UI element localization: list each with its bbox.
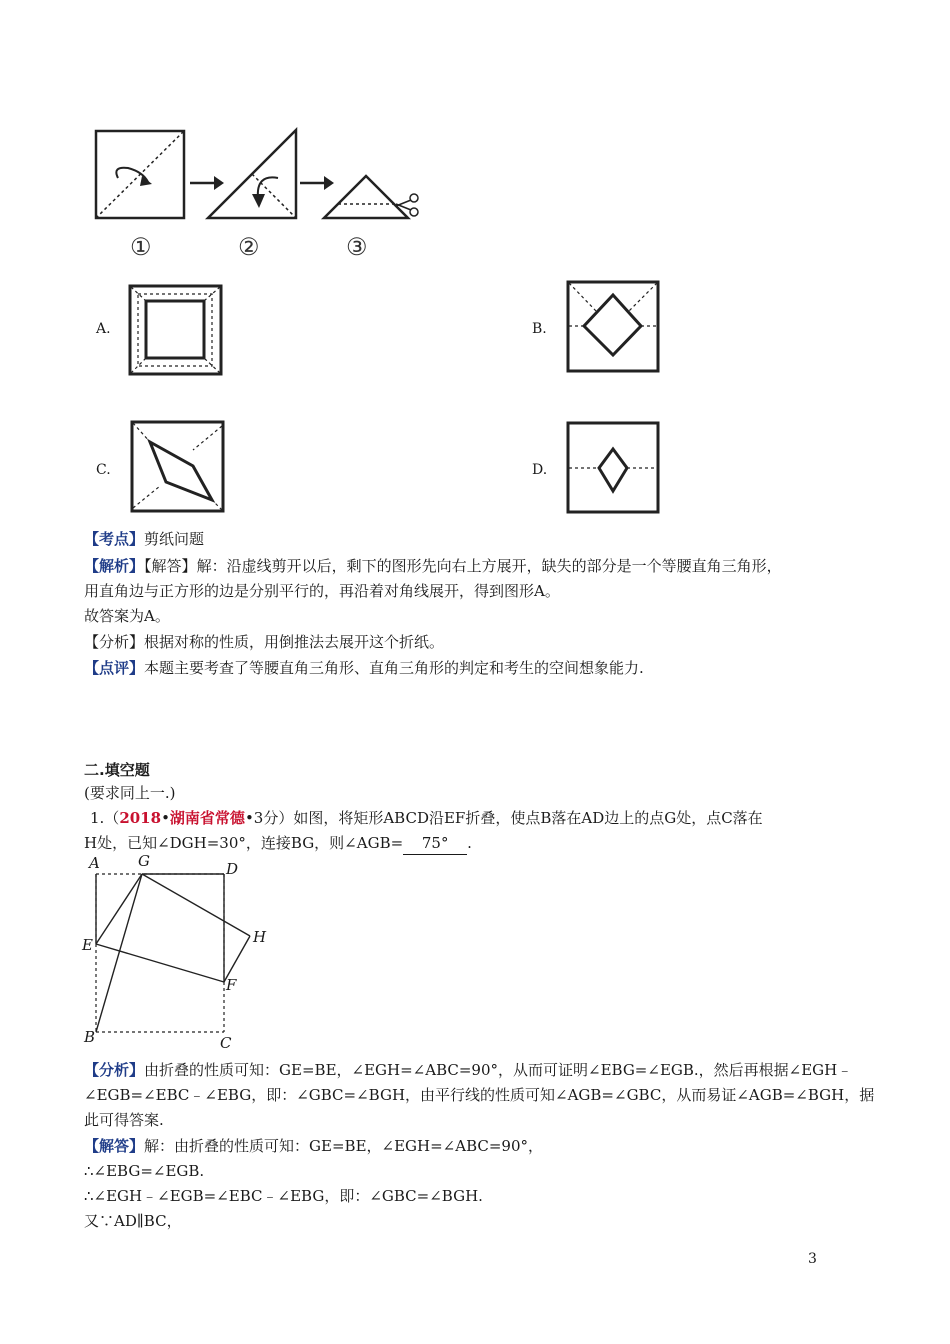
jieda-text-2: 用直角边与正方形的边是分别平行的，再沿着对角线展开，得到图形A。 (84, 582, 560, 600)
q1-text-2: H处，已知∠DGH=30°，连接BG，则∠AGB= (84, 834, 404, 852)
fenxi2-line-3 (84, 1109, 164, 1131)
option-a-figure (128, 284, 224, 376)
answer-line (84, 605, 170, 627)
option-c-label: C. (96, 462, 111, 478)
jiexi-tag: 【解析】 (84, 557, 145, 575)
jieda-text-1: 解：沿虚线剪开以后，剩下的图形先向右上方展开，缺失的部分是一个等腰直角三角形， (196, 557, 782, 575)
answer-text: 故答案为A。 (84, 607, 170, 625)
fenxi2-tag: 【分析】 (84, 1061, 145, 1079)
dianping-tag: 【点评】 (84, 659, 145, 677)
jieda-tag: 【解答】 (144, 557, 197, 575)
question1-line-2: H处，已知∠DGH=30°，连接BG，则∠AGB= 75° . (84, 832, 472, 855)
step1-line: ∴∠EBG=∠EGB. (84, 1162, 205, 1180)
option-a-label: A. (96, 321, 111, 337)
q1-year: 2018 (119, 809, 162, 827)
folding-steps-figure (88, 118, 428, 268)
point-e-label: E (82, 936, 93, 954)
option-b-label: B. (532, 321, 547, 337)
section2-requirement: (要求同上一.) (84, 784, 176, 802)
point-b-label: B (84, 1028, 96, 1046)
rectangle-fold-drawing (80, 852, 280, 1052)
page-number: 3 (808, 1251, 817, 1267)
fenxi2-line-2 (84, 1084, 874, 1106)
point-f-label: F (226, 976, 237, 994)
jieda2-tag: 【解答】 (84, 1137, 145, 1155)
fenxi2-text-1: 由折叠的性质可知：GE=BE，∠EGH=∠ABC=90°，从而可证明∠EBG=∠EGB.，然后再根据∠EGH﹣ (144, 1061, 853, 1079)
kaodian-text: 剪纸问题 (144, 530, 205, 548)
option-d-label: D. (532, 462, 548, 478)
fenxi-tag: 【分析】 (84, 633, 145, 651)
point-c-label: C (220, 1034, 232, 1052)
step-label-1: ① (130, 233, 152, 261)
jieda2-text: 解：由折叠的性质可知：GE=BE，∠EGH=∠ABC=90°， (144, 1137, 544, 1155)
section2-heading: 二.填空题 (84, 761, 150, 779)
option-b-figure (566, 280, 662, 374)
step2-line: ∴∠EGH﹣∠EGB=∠EBC﹣∠EBG，即：∠GBC=∠BGH. (84, 1187, 483, 1205)
kaodian-line (84, 528, 204, 550)
step-label-3: ③ (346, 233, 368, 261)
rectangle-fold-figure (80, 852, 280, 1052)
q1-answer-blank: 75° (403, 832, 467, 855)
dianping-text: 本题主要考查了等腰直角三角形、直角三角形的判定和考生的空间想象能力. (144, 659, 644, 677)
jiexi-line-2 (84, 580, 560, 602)
option-d-figure (566, 421, 662, 515)
point-h-label: H (253, 928, 267, 946)
step-label-2: ② (238, 233, 260, 261)
dianping-line (84, 657, 644, 679)
fenxi2-line-1 (84, 1059, 852, 1081)
fenxi-text: 根据对称的性质，用倒推法去展开这个折纸。 (144, 633, 445, 651)
fenxi2-text-2: ∠EGB=∠EBC﹣∠EBG，即：∠GBC=∠BGH，由平行线的性质可知∠AGB=∠GBC，从而易证∠AGB=∠BGH，据 (84, 1086, 875, 1104)
kaodian-tag: 【考点】 (84, 530, 145, 548)
jieda2-line (84, 1135, 543, 1157)
fenxi2-text-3: 此可得答案. (84, 1111, 164, 1129)
question1-line-1: 1.（2018•湖南省常德•3分）如图，将矩形ABCD沿EF折叠，使点B落在AD边上的点G处，点C落在 (90, 809, 763, 827)
jiexi-line-1 (84, 555, 782, 577)
point-d-label: D (226, 860, 239, 878)
step3-line: 又∵AD∥BC， (84, 1212, 182, 1230)
point-g-label: G (138, 852, 150, 870)
q1-region: 湖南省常德 (169, 809, 245, 827)
point-a-label: A (89, 854, 100, 872)
fenxi-line (84, 631, 444, 653)
q1-text-1: 如图，将矩形ABCD沿EF折叠，使点B落在AD边上的点G处，点C落在 (293, 809, 763, 827)
option-c-figure (130, 420, 226, 514)
